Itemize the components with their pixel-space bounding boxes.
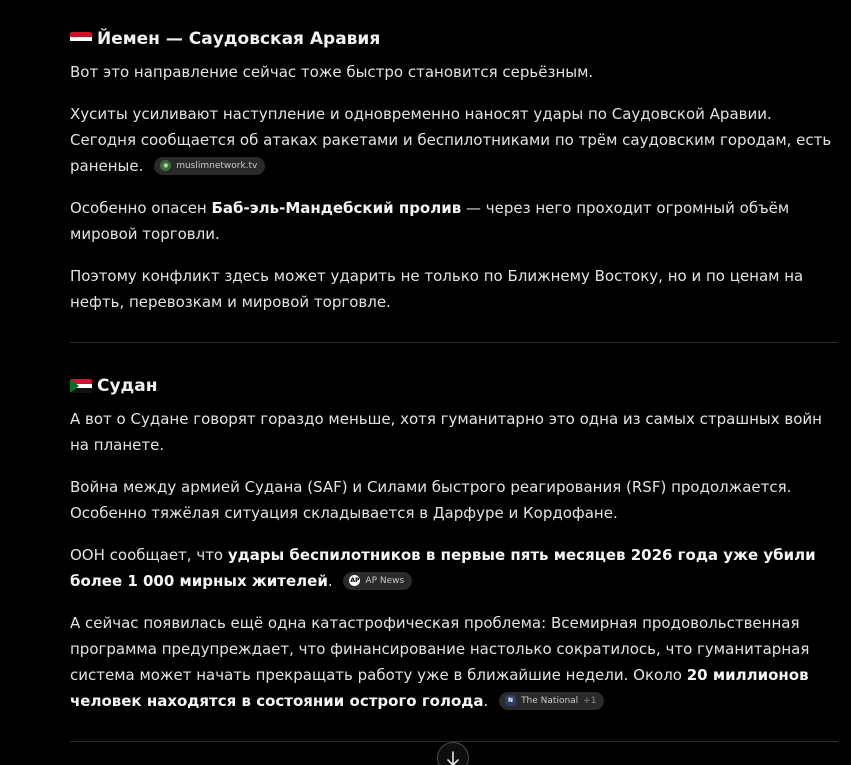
bold-text: 20 миллионов человек находятся в состоянии острого голода — [70, 666, 809, 710]
sudan-flag-icon — [70, 379, 92, 393]
paragraph: Вот это направление сейчас тоже быстро становится серьёзным. — [70, 63, 594, 81]
paragraph-text: . — [327, 572, 333, 590]
paragraph-text: Особенно опасен — [70, 199, 212, 217]
globe-icon: ◉ — [160, 160, 171, 171]
arrow-down-icon — [446, 751, 460, 765]
paragraph — [70, 542, 838, 594]
source-chip-muslimnetwork[interactable] — [154, 157, 265, 175]
section-title-yemen — [70, 24, 838, 54]
source-chip-the-national[interactable] — [499, 692, 604, 710]
paragraph-text: А сейчас появилась ещё одна катастрофическая проблема: Всемирная продовольственная программа предупреждает, что финансирование настолько сократилось, что гуманитарная система может начать прекращать работу уже в ближайшие недели. Около — [70, 614, 810, 684]
section-title-sudan — [70, 371, 838, 401]
paragraph-text: Хуситы усиливают наступление и одновременно наносят удары по Саудовской Аравии. Сегодня сообщается об атаках ракетами и беспилотниками по трём саудовским городам, есть раненые. — [70, 105, 832, 175]
paragraph: Поэтому конфликт здесь может ударить не только по Ближнему Востоку, но и по ценам на нефть, перевозкам и мировой торговле. — [70, 267, 804, 311]
source-extra-count: +1 — [583, 695, 597, 706]
chat-response — [70, 24, 838, 742]
the-national-logo-icon: N — [505, 695, 516, 706]
paragraph — [70, 610, 838, 714]
source-label: The National — [521, 695, 579, 706]
ap-logo-icon: AP — [350, 577, 360, 584]
scroll-to-bottom-button[interactable] — [437, 742, 469, 765]
bold-text: удары беспилотников в первые пять месяцев 2026 года уже убили более 1 000 мирных жителей — [70, 546, 816, 590]
paragraph: Война между армией Судана (SAF) и Силами быстрого реагирования (RSF) продолжается. Особенно тяжёлая ситуация складывается в Дарфуре и Кордофане. — [70, 478, 792, 522]
bold-text: Баб-эль-Мандебский пролив — [211, 199, 462, 217]
paragraph — [70, 101, 838, 179]
yemen-flag-icon — [70, 32, 92, 46]
paragraph: А вот о Судане говорят гораздо меньше, хотя гуманитарно это одна из самых страшных войн на планете. — [70, 410, 822, 454]
paragraph-text: ООН сообщает, что — [70, 546, 228, 564]
source-label: AP News — [365, 575, 405, 586]
paragraph-text: — через него проходит огромный объём мировой торговли. — [70, 199, 790, 243]
section-title-text: Судан — [97, 376, 158, 396]
paragraph — [70, 195, 838, 247]
source-label: muslimnetwork.tv — [176, 160, 258, 171]
section-divider — [70, 342, 838, 343]
paragraph-text: . — [483, 692, 489, 710]
source-chip-ap-news[interactable] — [343, 572, 412, 590]
section-title-text: Йемен — Саудовская Аравия — [97, 29, 381, 49]
